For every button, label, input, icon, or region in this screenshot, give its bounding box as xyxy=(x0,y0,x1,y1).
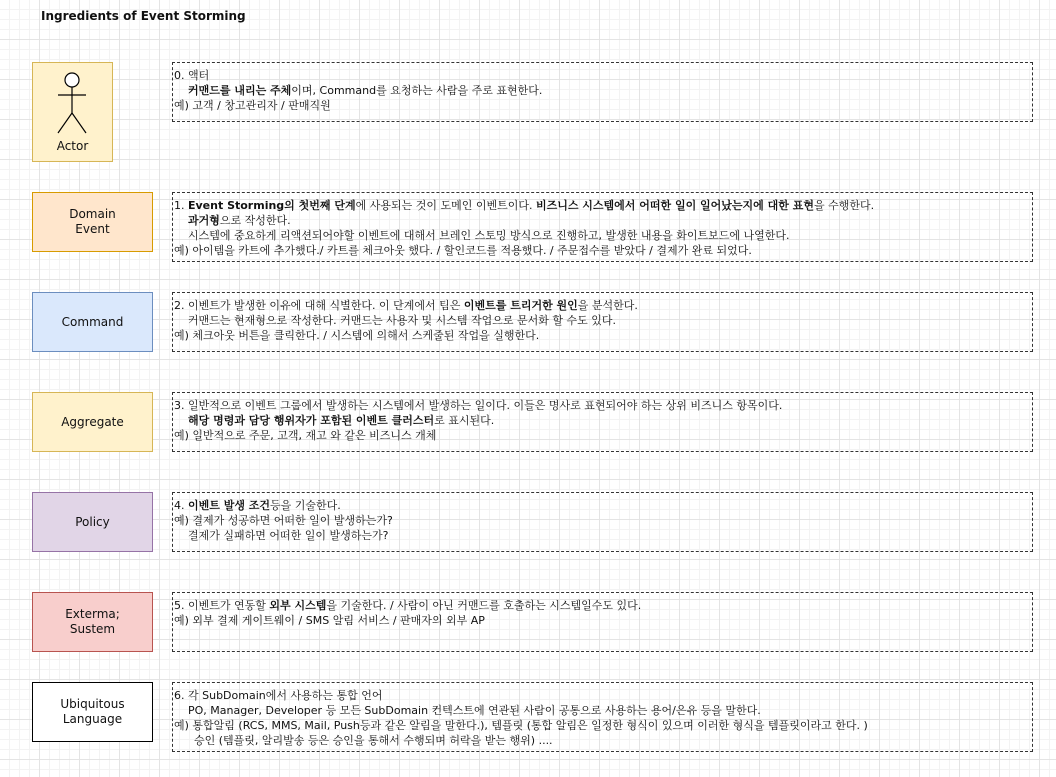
event-desc-line: 시스템에 중요하게 리액션되어야할 이벤트에 대해서 브레인 스토밍 방식으로 진행하고, 발생한 내용을 화이트보드에 나열한다. xyxy=(188,229,790,242)
policy-description[interactable] xyxy=(172,492,1033,552)
policy-label: Policy xyxy=(75,514,110,529)
command-desc-example: 예) 체크아웃 버튼을 클릭한다. / 시스템에 의해서 스케줄된 작업을 실행한다. xyxy=(174,329,540,342)
domain-event-description[interactable] xyxy=(172,192,1033,262)
command-label: Command xyxy=(61,314,124,329)
actor-label: Actor xyxy=(56,139,89,153)
external-desc-line: 5. 이벤트가 연동할 외부 시스템을 기술한다. / 사람이 아닌 커맨드를 호출하는 시스템일수도 있다. xyxy=(174,599,642,612)
aggregate-desc-line: 해당 명령과 담당 행위자가 포함된 이벤트 클러스터로 표시된다. xyxy=(188,414,495,427)
aggregate-desc-example: 예) 일반적으로 주문, 고객, 재고 와 같은 비즈니스 개체 xyxy=(174,429,437,442)
ubiquitous-language-card[interactable] xyxy=(32,682,153,742)
aggregate-label: Aggregate xyxy=(61,414,124,429)
event-desc-example: 예) 아이템을 카트에 추가했다./ 카트를 체크아웃 했다. / 할인코드를 적용했다. / 주문접수를 받았다 / 결제가 완료 되었다. xyxy=(174,244,752,257)
policy-desc-example: 예) 결제가 성공하면 어떠한 일이 발생하는가? xyxy=(174,514,393,527)
actor-card[interactable] xyxy=(32,62,113,162)
command-desc-line: 커맨드는 현재형으로 작성한다. 커맨드는 사용자 및 시스템 작업으로 문서화 할 수도 있다. xyxy=(188,314,616,327)
actor-desc-line: 커맨드를 내리는 주체이며, Command를 요청하는 사람을 주로 표현한다. xyxy=(188,84,543,97)
policy-desc-example: 결제가 실패하면 어떠한 일이 발생하는가? xyxy=(188,529,389,542)
actor-desc-line: 0. 액터 xyxy=(174,69,210,82)
command-desc-line: 2. 이벤트가 발생한 이유에 대해 식별한다. 이 단계에서 팀은 이벤트를 트리거한 원인을 분석한다. xyxy=(174,299,638,312)
external-system-label: Exterma; Sustem xyxy=(65,607,120,636)
actor-desc-example: 예) 고객 / 창고관리자 / 판매직원 xyxy=(174,99,331,112)
policy-card[interactable] xyxy=(32,492,153,552)
stick-figure-icon xyxy=(55,71,91,135)
ubiquitous-desc-line: PO, Manager, Developer 등 모든 SubDomain 컨텍스트에 연관된 사람이 공통으로 사용하는 용어/은유 등을 말한다. xyxy=(188,704,761,717)
command-description[interactable] xyxy=(172,292,1033,352)
ubiquitous-language-label: Ubiquitous Language xyxy=(60,697,125,726)
diagram-title: Ingredients of Event Storming xyxy=(41,9,246,23)
aggregate-card[interactable] xyxy=(32,392,153,452)
ubiquitous-desc-example: 예) 통합알림 (RCS, MMS, Mail, Push등과 같은 알림을 말한다.), 템플릿 (통합 알림은 일정한 형식이 있으며 이러한 형식을 템플릿이라고 한다. ) xyxy=(174,719,868,732)
external-system-description[interactable] xyxy=(172,592,1033,652)
event-desc-line: 과거형으로 작성한다. xyxy=(188,214,291,227)
actor-description[interactable] xyxy=(172,62,1033,122)
domain-event-label: Domain Event xyxy=(69,207,116,236)
domain-event-card[interactable] xyxy=(32,192,153,252)
command-card[interactable] xyxy=(32,292,153,352)
policy-desc-line: 4. 이벤트 발생 조건등을 기술한다. xyxy=(174,499,341,512)
aggregate-description[interactable] xyxy=(172,392,1033,452)
ubiquitous-desc-line: 6. 각 SubDomain에서 사용하는 통합 언어 xyxy=(174,689,383,702)
aggregate-desc-line: 3. 일반적으로 이벤트 그룹에서 발생하는 시스템에서 발생하는 일이다. 이들은 명사로 표현되어야 하는 상위 비즈니스 항목이다. xyxy=(174,399,783,412)
ubiquitous-desc-example: 승인 (템플릿, 알리발송 등은 승인을 통해서 수행되며 허락을 받는 행위) .... xyxy=(194,734,553,747)
ubiquitous-language-description[interactable] xyxy=(172,682,1033,752)
event-desc-line: 1. Event Storming의 첫번째 단계에 사용되는 것이 도메인 이벤트이다. 비즈니스 시스템에서 어떠한 일이 일어났는지에 대한 표현을 수행한다. xyxy=(174,199,875,212)
external-system-card[interactable] xyxy=(32,592,153,652)
external-desc-example: 예) 외부 결제 게이트웨이 / SMS 알림 서비스 / 판매자의 외부 AP xyxy=(174,614,485,627)
